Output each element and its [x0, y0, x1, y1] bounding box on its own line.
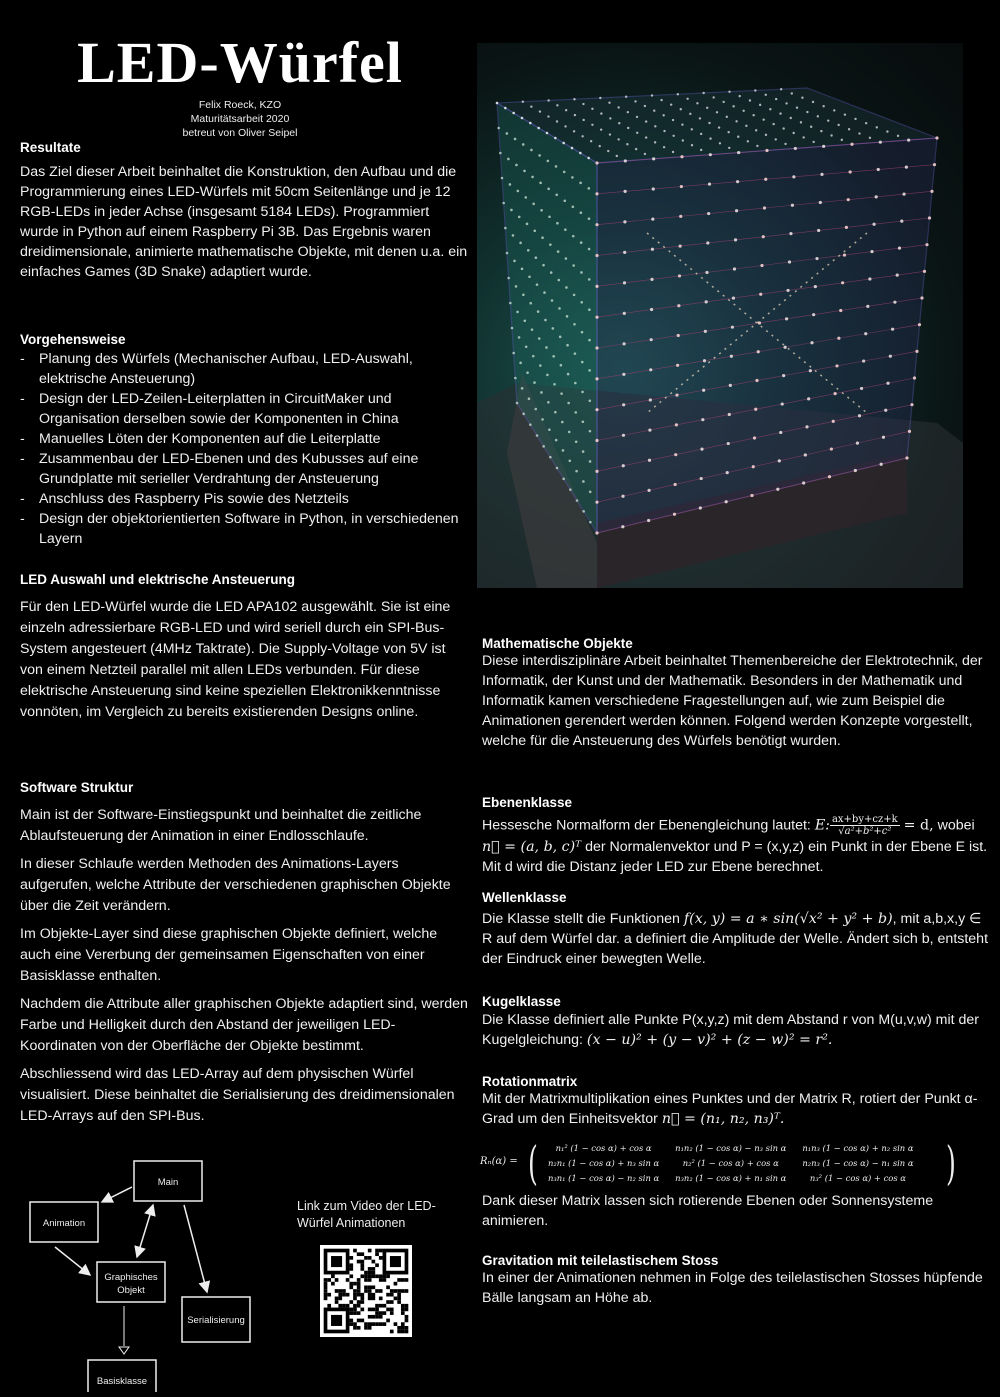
software-diagram	[20, 1140, 280, 1392]
qr-code-icon	[320, 1245, 412, 1337]
node-basisklasse: Basisklasse	[96, 1376, 148, 1387]
work-type: Maturitätsarbeit 2020	[190, 113, 290, 125]
section-gravitation	[482, 1253, 992, 1308]
matrix-table	[540, 1140, 922, 1185]
byline	[0, 98, 480, 140]
left-paren-icon: (	[528, 1136, 538, 1190]
section-ebenenklasse	[482, 795, 992, 877]
welle-text-2: , mit a,b,x,y ∈ R auf dem Würfel dar. a definiert die Amplitude der Welle. Ändert sich b, entsteht der Eindruck einer bewegten Welle.	[482, 911, 989, 967]
node-graphisches: Graphisches	[104, 1272, 158, 1283]
ebene-formula-den: √a²+b²+c²	[838, 826, 892, 837]
text-rotationmatrix-2: Dank dieser Matrix lassen sich rotierende Ebenen oder Sonnensysteme animieren.	[482, 1193, 934, 1229]
ebene-formula-lhs: E:	[814, 817, 830, 834]
poster-title: LED-Würfel	[77, 30, 403, 95]
list-item: - Design der objektorientierten Software in Python, in verschiedenen Layern	[20, 509, 470, 549]
text-mathematische-objekte: Diese interdisziplinäre Arbeit beinhaltet Themenbereiche der Elektrotechnik, der Informatik, der Kunst und der Mathematik. Besonders in der Mathematik und Informatik kamen verschiedene Fragestellungen auf, wie zum Beispiel die Animationen gerendert werden können. Folgend werden Konzepte vorgestellt, welche für die Ansteuerung des Würfels benötigt wurden.	[482, 653, 983, 749]
heading-software: Software Struktur	[20, 780, 134, 795]
ebene-text-1: Hessesche Normalform der Ebenengleichung lautet:	[482, 817, 811, 834]
list-item: - Manuelles Löten der Komponenten auf die Leiterplatte	[20, 429, 470, 449]
paragraph: Main ist der Software-Einstiegspunkt und beinhaltet die zeitliche Ablaufsteuerung der Animation in einer Endlosschlaufe.	[20, 807, 422, 844]
heading-resultate: Resultate	[20, 140, 81, 155]
welle-text-1: Die Klasse stellt die Funktionen	[482, 911, 680, 927]
section-kugelklasse	[482, 994, 992, 1050]
ebene-vector: n⃗ = (a, b, c)ᵀ	[482, 839, 582, 855]
section-rotationmatrix-2	[482, 1191, 992, 1231]
paragraph: Nachdem die Attribute aller graphischen Objekte adaptiert sind, werden Farbe und Helligkeit durch den Abstand der jeweiligen LED-Koordinaten von der Oberfläche der Objekte bestimmt.	[20, 996, 468, 1054]
text-gravitation: In einer der Animationen nehmen in Folge des teilelastischen Stosses hüpfende Bälle langsam an Höhe ab.	[482, 1270, 983, 1306]
list-vorgehensweise	[20, 349, 470, 549]
heading-mathematische-objekte: Mathematische Objekte	[482, 636, 633, 651]
matrix-cell: n₃n₁ (1 − cos α) − n₂ sin α	[548, 1172, 660, 1183]
led-cube-illustration	[477, 43, 963, 588]
matrix-cell: n₁n₃ (1 − cos α) + n₂ sin α	[802, 1142, 914, 1153]
arrow-objekt-main	[137, 1205, 153, 1257]
matrix-lhs: Rₙ(α) =	[480, 1156, 518, 1167]
section-rotationmatrix	[482, 1074, 992, 1129]
heading-ebenenklasse: Ebenenklasse	[482, 795, 573, 810]
ebene-formula-num: ax+by+cz+k	[831, 814, 898, 825]
arrow-main-animation	[102, 1187, 132, 1202]
matrix-row	[540, 1170, 922, 1185]
paragraph: Im Objekte-Layer sind diese graphischen Objekte definiert, welche auch eine Vererbung der gemeinsamen Eigenschaften von einer Basisklasse enthalten.	[20, 926, 438, 984]
section-resultate	[20, 140, 470, 282]
heading-kugelklasse: Kugelklasse	[482, 994, 561, 1009]
ebene-text-2a: wobei	[937, 817, 975, 834]
section-software	[20, 780, 470, 1134]
section-mathematische-objekte	[482, 636, 992, 751]
list-item: - Planung des Würfels (Mechanischer Aufbau, LED-Auswahl, elektrische Ansteuerung)	[20, 349, 470, 389]
rotation-text-1: Mit der Matrixmultiplikation eines Punktes und der Matrix R, rotiert der Punkt α-Grad um den Einheitsvektor	[482, 1091, 978, 1127]
text-kugelklasse	[482, 1010, 992, 1050]
right-paren-icon: )	[946, 1136, 956, 1190]
supervisor: betreut von Oliver Seipel	[182, 127, 298, 139]
text-resultate: Das Ziel dieser Arbeit beinhaltet die Konstruktion, den Aufbau und die Programmierung eines LED-Würfels mit 50cm Seitenlänge und je 12 RGB-LEDs in jeder Achse (insgesamt 5184 LEDs). Programmiert wurde in Python auf einem Raspberry Pi 3B. Das Ergebnis waren dreidimensionale, animierte mathematische Objekte, mit denen u.a. ein einfaches Games (3D Snake) adaptiert wurde.	[20, 164, 468, 280]
node-animation: Animation	[42, 1218, 86, 1229]
matrix-row	[540, 1155, 922, 1170]
ebene-text-2b: der Normalenvektor und P = (x,y,z) ein Punkt in der Ebene E ist. Mit d wird die Distanz jeder LED zur Ebene berechnet.	[482, 839, 988, 875]
list-item: - Anschluss des Raspberry Pis sowie des Netzteils	[20, 489, 470, 509]
heading-gravitation: Gravitation mit teilelastischem Stoss	[482, 1253, 719, 1268]
ebene-fraction	[830, 814, 900, 837]
kugel-text-1: Die Klasse definiert alle Punkte P(x,y,z) mit dem Abstand r von M(u,v,w) mit der Kugelgleichung:	[482, 1012, 979, 1048]
led-cube-photo	[477, 43, 963, 588]
kugel-formula: (x − u)² + (y − v)² + (z − w)² = r².	[586, 1032, 833, 1048]
text-rotationmatrix-1	[482, 1089, 992, 1129]
section-wellenklasse	[482, 890, 992, 969]
matrix-cell: n₂n₃ (1 − cos α) − n₁ sin α	[802, 1157, 914, 1168]
paragraph: Abschliessend wird das LED-Array auf dem physischen Würfel visualisiert. Diese beinhaltet die Serialisierung des dreidimensionalen LED-Arrays auf den SPI-Bus.	[20, 1066, 455, 1124]
rotation-matrix	[480, 1138, 995, 1190]
matrix-cell: n₃² (1 − cos α) + cos α	[809, 1172, 906, 1183]
text-wellenklasse	[482, 909, 992, 969]
section-vorgehensweise	[20, 332, 470, 549]
text-ebenenklasse	[482, 814, 992, 877]
matrix-cell: n₂² (1 − cos α) + cos α	[682, 1157, 779, 1168]
ebene-formula-rhs: = d,	[903, 817, 934, 834]
list-item: - Design der LED-Zeilen-Leiterplatten in CircuitMaker und Organisation derselben sowie der Komponenten in China	[20, 389, 470, 429]
heading-vorgehensweise: Vorgehensweise	[20, 332, 126, 347]
heading-rotationmatrix: Rotationmatrix	[482, 1074, 578, 1089]
paragraph: In dieser Schlaufe werden Methoden des Animations-Layers aufgerufen, welche Attribute der verschiedenen graphischen Objekte über die Zeit verändern.	[20, 856, 451, 914]
matrix-row	[540, 1140, 922, 1155]
welle-formula: f(x, y) = a ∗ sin(√x² + y² + b)	[683, 911, 893, 927]
heading-led-auswahl: LED Auswahl und elektrische Ansteuerung	[20, 572, 296, 587]
text-led-auswahl: Für den LED-Würfel wurde die LED APA102 ausgewählt. Sie ist eine einzeln adressierbare RGB-LED und wird seriell durch ein SPI-Bus-System angesteuert (4MHz Taktrate). Die Supply-Voltage von 5V ist von einem Netzteil parallel mit allen LEDs verbunden. Für diese elektrische Ansteuerung sind keine speziellen Elektronikkenntnisse vonnöten, im Vergleich zu bereits existierenden Designs online.	[20, 599, 451, 720]
matrix-cell: n₂n₁ (1 − cos α) + n₃ sin α	[548, 1157, 660, 1168]
matrix-cell: n₁² (1 − cos α) + cos α	[555, 1142, 652, 1153]
arrow-animation-objekt	[55, 1247, 90, 1275]
matrix-cell: n₃n₂ (1 − cos α) + n₁ sin α	[675, 1172, 787, 1183]
list-item: - Zusammenbau der LED-Ebenen und des Kubusses auf eine Grundplatte mit serieller Verdrahtung der Ansteuerung	[20, 449, 470, 489]
section-led-auswahl	[20, 572, 470, 723]
author: Felix Roeck, KZO	[198, 99, 282, 111]
rotation-vector: n⃗ = (n₁, n₂, n₃)ᵀ.	[661, 1111, 785, 1127]
software-paragraphs	[20, 805, 470, 1127]
heading-wellenklasse: Wellenklasse	[482, 890, 567, 905]
node-objekt: Objekt	[117, 1285, 145, 1296]
arrow-main-serialisierung	[184, 1205, 207, 1292]
qr-code[interactable]	[320, 1245, 412, 1337]
diagram-svg	[20, 1140, 280, 1392]
qr-label: Link zum Video der LED-Würfel Animationen	[297, 1199, 436, 1230]
inheritance-arrow-icon	[119, 1347, 129, 1354]
node-serialisierung: Serialisierung	[187, 1315, 245, 1326]
matrix-cell: n₁n₂ (1 − cos α) − n₃ sin α	[675, 1142, 787, 1153]
node-main: Main	[157, 1177, 179, 1188]
